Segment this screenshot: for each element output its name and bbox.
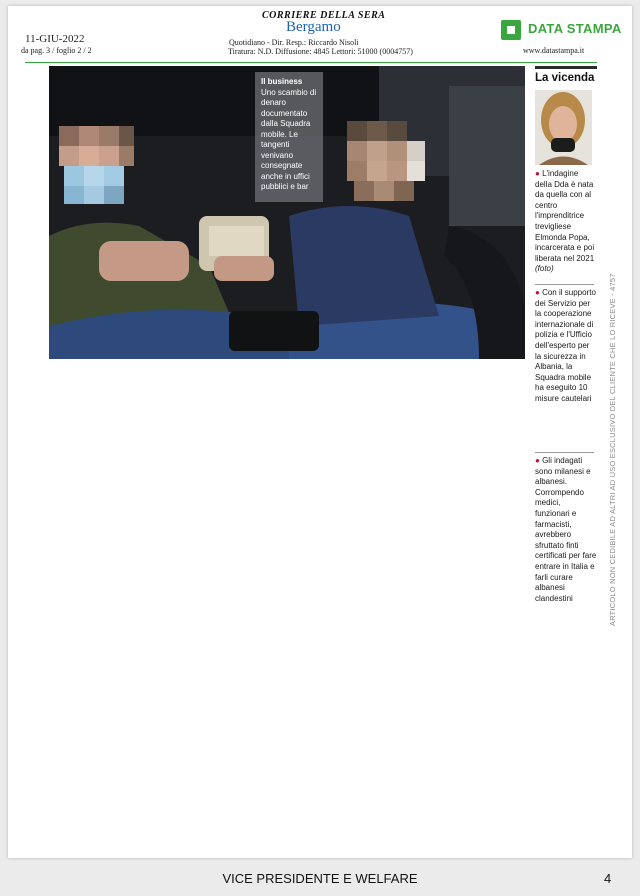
newspaper-circulation: Tiratura: N.D. Diffusione: 4845 Lettori: 51000 (0004757) bbox=[228, 47, 413, 56]
sidebar-title: La vicenda bbox=[535, 72, 595, 84]
sidebar-item-3-text: Gli indagati sono milanesi e albanesi. Corrompendo medici, funzionari e farmacisti, avrebbero sfruttato finti certificati per fare entrare in Italia e farli curare albanesi clandestini bbox=[535, 456, 597, 603]
bullet-icon: ● bbox=[535, 456, 540, 465]
sidebar-separator bbox=[535, 284, 594, 285]
sidebar-item-3 bbox=[535, 456, 597, 604]
data-stampa-logo-icon bbox=[501, 20, 521, 40]
sidebar-item-2-text: Con il supporto dei Servizio per la cooperazione internazionale di polizia e l'Ufficio dell'esperto per la sicurezza in Albania, la Squadra mobile ha eseguito 10 misure cautelari bbox=[535, 288, 596, 403]
photo-caption bbox=[255, 72, 323, 202]
header-divider bbox=[25, 62, 597, 63]
bullet-icon: ● bbox=[535, 169, 540, 178]
sidebar-top-rule bbox=[535, 66, 597, 69]
sidebar-item-1-credit: (foto) bbox=[535, 264, 554, 274]
page-reference: da pag. 3 / foglio 2 / 2 bbox=[21, 46, 92, 55]
sidebar-item-1-text: L'indagine della Dda è nata da quella con al centro l'imprenditrice trevigliese Elmonda Popa, incarcerata e poi liberata nel 2021 bbox=[535, 169, 595, 263]
newspaper-director: Quotidiano - Dir. Resp.: Riccardo Nisoli bbox=[229, 38, 359, 47]
newspaper-edition: Bergamo bbox=[286, 19, 341, 35]
portrait-photo bbox=[535, 90, 592, 165]
portrait-illustration bbox=[535, 90, 592, 165]
footer-title: VICE PRESIDENTE E WELFARE bbox=[222, 871, 418, 886]
caption-title: Il business bbox=[261, 77, 303, 86]
data-stampa-brand: DATA STAMPA bbox=[528, 21, 622, 36]
article-photo bbox=[49, 66, 525, 359]
sidebar-item-2 bbox=[535, 288, 597, 405]
copyright-notice: ARTICOLO NON CEDIBILE AD ALTRI AD USO ESCLUSIVO DEL CLIENTE CHE LO RICEVE - 4757 bbox=[608, 273, 617, 626]
data-stampa-url: www.datastampa.it bbox=[523, 46, 585, 55]
footer-page-number: 4 bbox=[604, 871, 612, 886]
newspaper-masthead: CORRIERE DELLA SERA bbox=[262, 10, 386, 21]
left-face-pixelated bbox=[59, 126, 134, 204]
clipping-date: 11-GIU-2022 bbox=[25, 33, 85, 45]
newspaper-page bbox=[8, 6, 632, 858]
sidebar-item-1 bbox=[535, 169, 597, 275]
bullet-icon: ● bbox=[535, 288, 540, 297]
sidebar-separator bbox=[535, 452, 594, 453]
caption-text: Uno scambio di denaro documentato dalla Squadra mobile. Le tangenti venivano consegnate anche in uffici pubblici e bar bbox=[261, 87, 317, 191]
